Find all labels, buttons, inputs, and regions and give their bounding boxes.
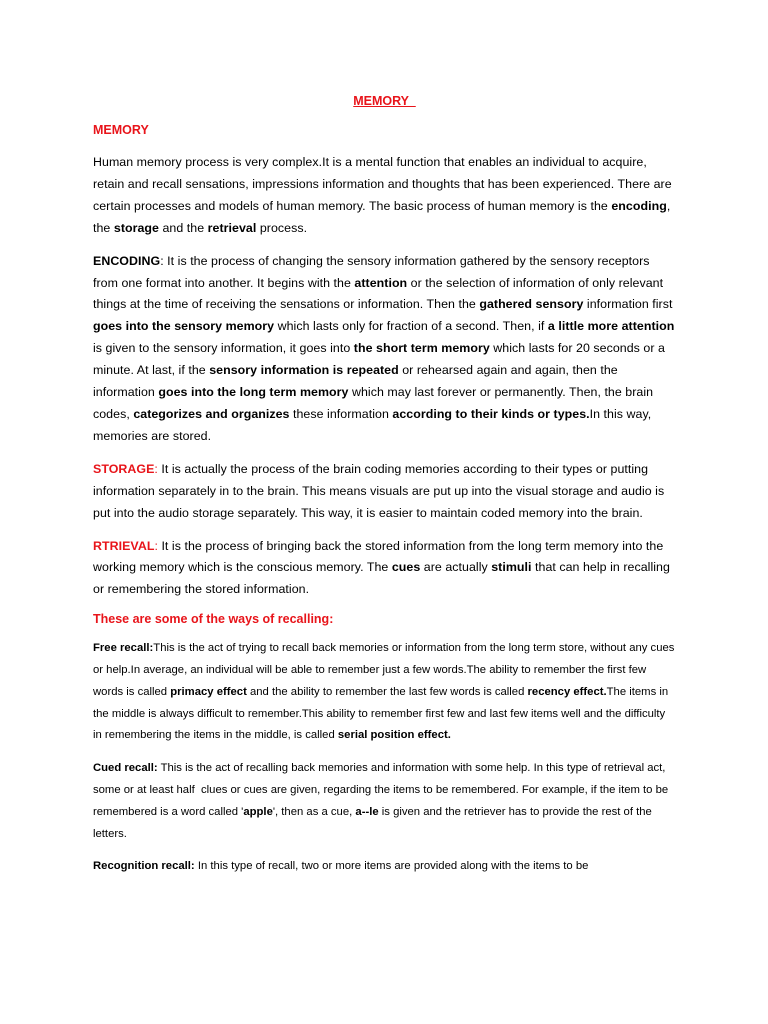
document-title: MEMORY: [353, 94, 416, 108]
bold-text-run: Free recall:: [93, 642, 154, 655]
text-run: which lasts for 20 seconds or a minute. At last, if the: [93, 341, 669, 378]
ways-of-recalling-heading: These are some of the ways of recalling:: [93, 612, 334, 627]
bold-text-run: encoding: [611, 198, 667, 213]
text-run: which lasts only for fraction of a second. Then, if: [274, 319, 548, 334]
bold-text-run: the short term memory: [353, 341, 490, 356]
bold-text-run: attention: [354, 275, 408, 290]
text-run: information first: [583, 297, 676, 312]
text-run: In this way, memories are stored.: [93, 406, 655, 443]
text-run: :: [154, 538, 162, 553]
intro-paragraph: [93, 152, 676, 240]
text-run: is given to the sensory information, it goes into: [93, 319, 678, 356]
text-run: is given and the retriever has to provide the rest of the letters.: [93, 805, 655, 840]
bold-text-run: stimuli: [491, 560, 532, 575]
text-run: It is the process of bringing back the stored information from the long term memory into the working memory which is the conscious memory. The: [93, 538, 667, 575]
text-run: Human memory process is very complex.It is a mental function that enables an individual to acquire, retain and recall sensations, impressions information and thoughts that has been experienced. There are certain processes and models of human memory. The basic process of human memory is the: [93, 155, 676, 213]
bold-text-run: gathered sensory: [479, 297, 584, 312]
text-run: In this type of recall, two or more items are provided along with the items to be: [194, 860, 589, 873]
text-run: process.: [256, 220, 308, 235]
text-run: This is the act of trying to recall back memories or information from the long term store, without any cues or help.In average, an individual will be able to remember just a few words.The ability to remember the first few words is called: [93, 642, 678, 698]
text-run: these information: [289, 406, 393, 421]
text-run: The items in the middle is always difficult to remember.This ability to remember first few and last few items well and the difficulty in remembering the items in the middle, is called: [93, 685, 672, 742]
bold-text-run: goes into the sensory memory: [93, 319, 275, 334]
bold-text-run: Recognition recall:: [93, 860, 195, 873]
text-run: and the ability to remember the last few words is called: [246, 685, 528, 698]
bold-text-run: retrieval: [207, 220, 257, 235]
cued-recall-paragraph: [93, 758, 676, 845]
bold-text-run: sensory information is repeated: [209, 363, 399, 378]
bold-text-run: cues: [391, 560, 421, 575]
bold-text-run: a little more attention: [547, 319, 675, 334]
bold-text-run: RTRIEVAL: [93, 538, 155, 553]
free-recall-paragraph: [93, 638, 676, 747]
text-run: This is the act of recalling back memories and information with some help. In this type of retrieval act, some or at least half clues or cues are given, regarding the items to be remembered. For example, if the item to be remembered is a word called ': [93, 762, 672, 818]
bold-text-run: apple: [243, 805, 273, 818]
bold-text-run: serial position effect.: [337, 729, 451, 742]
text-run: or rehearsed again and again, then the information: [93, 363, 622, 400]
bold-text-run: Cued recall:: [93, 762, 158, 775]
bold-text-run: according to their kinds or types.: [392, 406, 590, 421]
text-run: that can help in recalling or remembering the stored information.: [93, 560, 674, 597]
recognition-recall-paragraph: [93, 856, 676, 878]
bold-text-run: ENCODING: [93, 253, 161, 268]
text-run: , the: [93, 198, 674, 235]
bold-text-run: primacy effect: [170, 685, 247, 698]
section-heading-memory: MEMORY: [93, 123, 149, 137]
text-run: or the selection of information of only relevant things at the time of receiving the sensations or information. Then the: [93, 275, 667, 312]
text-run: : It is the process of changing the sensory information gathered by the sensory receptors from one format into another. It begins with the: [93, 253, 654, 290]
bold-text-run: recency effect.: [527, 685, 607, 698]
bold-text-run: categorizes and organizes: [133, 406, 290, 421]
storage-paragraph: [93, 459, 676, 525]
retrieval-paragraph: [93, 536, 676, 602]
text-run: which may last forever or permanently. Then, the brain codes,: [93, 385, 657, 421]
encoding-paragraph: [93, 251, 676, 448]
bold-text-run: storage: [113, 220, 159, 235]
bold-text-run: STORAGE: [93, 461, 155, 476]
text-run: :: [154, 461, 162, 476]
text-run: are actually: [420, 560, 492, 575]
text-run: It is actually the process of the brain coding memories according to their types or putting information separately in to the brain. This means visuals are put up into the visual storage and audio is put into the audio storage separately. This way, it is easier to maintain coded memory into the brain.: [93, 461, 668, 520]
text-run: and the: [158, 220, 208, 235]
text-run: ', then as a cue,: [272, 805, 356, 818]
document-body: [93, 94, 676, 889]
bold-text-run: a--le: [355, 805, 379, 818]
bold-text-run: goes into the long term memory: [158, 385, 349, 400]
